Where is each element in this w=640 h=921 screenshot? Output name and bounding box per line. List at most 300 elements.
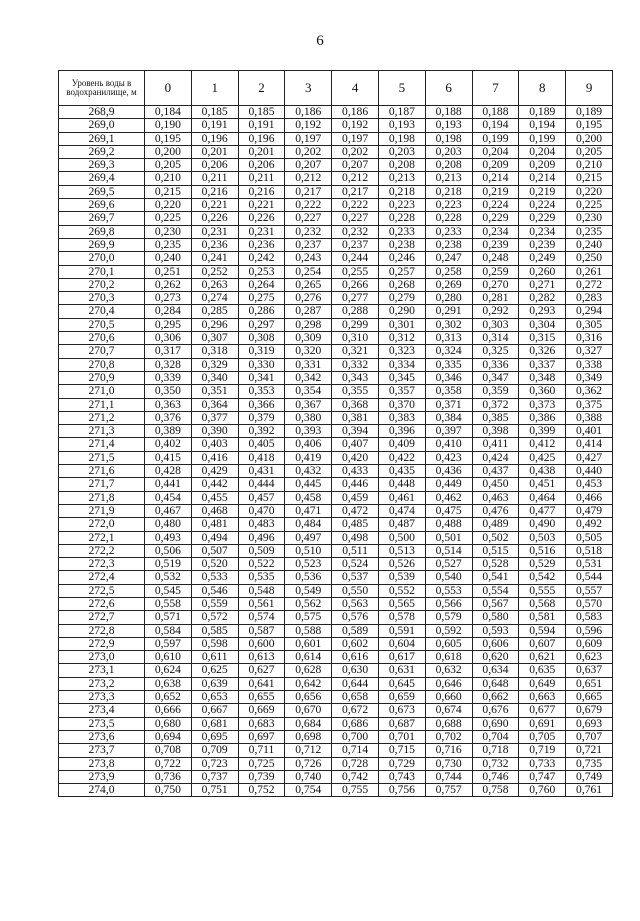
value-cell: 0,445 bbox=[285, 478, 332, 491]
table-header-row bbox=[59, 71, 613, 106]
value-cell: 0,448 bbox=[378, 478, 425, 491]
value-cell: 0,239 bbox=[472, 238, 519, 251]
value-cell: 0,655 bbox=[238, 691, 285, 704]
value-cell: 0,229 bbox=[519, 212, 566, 225]
value-cell: 0,228 bbox=[378, 212, 425, 225]
value-cell: 0,235 bbox=[145, 238, 192, 251]
value-cell: 0,450 bbox=[472, 478, 519, 491]
value-cell: 0,286 bbox=[238, 305, 285, 318]
value-cell: 0,526 bbox=[378, 558, 425, 571]
table-row bbox=[59, 478, 613, 491]
value-cell: 0,614 bbox=[285, 651, 332, 664]
value-cell: 0,212 bbox=[332, 172, 379, 185]
value-cell: 0,428 bbox=[145, 465, 192, 478]
value-cell: 0,216 bbox=[191, 185, 238, 198]
value-cell: 0,627 bbox=[238, 664, 285, 677]
value-cell: 0,648 bbox=[472, 677, 519, 690]
value-cell: 0,470 bbox=[238, 504, 285, 517]
value-cell: 0,214 bbox=[472, 172, 519, 185]
value-cell: 0,600 bbox=[238, 637, 285, 650]
level-cell: 272,2 bbox=[59, 544, 145, 557]
value-cell: 0,679 bbox=[566, 704, 613, 717]
value-cell: 0,620 bbox=[472, 651, 519, 664]
value-cell: 0,298 bbox=[285, 318, 332, 331]
value-cell: 0,733 bbox=[519, 757, 566, 770]
value-cell: 0,701 bbox=[378, 730, 425, 743]
value-cell: 0,496 bbox=[238, 531, 285, 544]
level-cell: 272,7 bbox=[59, 611, 145, 624]
digit-column-header: 0 bbox=[145, 71, 192, 106]
value-cell: 0,216 bbox=[238, 185, 285, 198]
level-cell: 270,0 bbox=[59, 252, 145, 265]
value-cell: 0,635 bbox=[519, 664, 566, 677]
value-cell: 0,388 bbox=[566, 411, 613, 424]
value-cell: 0,474 bbox=[378, 504, 425, 517]
value-cell: 0,471 bbox=[285, 504, 332, 517]
value-cell: 0,199 bbox=[519, 132, 566, 145]
value-cell: 0,231 bbox=[238, 225, 285, 238]
value-cell: 0,459 bbox=[332, 491, 379, 504]
value-cell: 0,410 bbox=[425, 438, 472, 451]
value-cell: 0,348 bbox=[519, 371, 566, 384]
digit-column-header: 8 bbox=[519, 71, 566, 106]
value-cell: 0,263 bbox=[191, 278, 238, 291]
value-cell: 0,324 bbox=[425, 345, 472, 358]
value-cell: 0,330 bbox=[238, 358, 285, 371]
table-row bbox=[59, 145, 613, 158]
value-cell: 0,441 bbox=[145, 478, 192, 491]
level-cell: 271,3 bbox=[59, 425, 145, 438]
value-cell: 0,576 bbox=[332, 611, 379, 624]
level-cell: 272,6 bbox=[59, 597, 145, 610]
value-cell: 0,621 bbox=[519, 651, 566, 664]
table-row bbox=[59, 624, 613, 637]
value-cell: 0,194 bbox=[519, 119, 566, 132]
value-cell: 0,354 bbox=[285, 385, 332, 398]
value-cell: 0,574 bbox=[238, 611, 285, 624]
level-cell: 272,5 bbox=[59, 584, 145, 597]
value-cell: 0,285 bbox=[191, 305, 238, 318]
table-row bbox=[59, 637, 613, 650]
table-row bbox=[59, 305, 613, 318]
value-cell: 0,363 bbox=[145, 398, 192, 411]
value-cell: 0,602 bbox=[332, 637, 379, 650]
value-cell: 0,588 bbox=[285, 624, 332, 637]
value-cell: 0,259 bbox=[472, 265, 519, 278]
value-cell: 0,320 bbox=[285, 345, 332, 358]
value-cell: 0,506 bbox=[145, 544, 192, 557]
value-cell: 0,315 bbox=[519, 332, 566, 345]
value-cell: 0,760 bbox=[519, 784, 566, 797]
value-cell: 0,412 bbox=[519, 438, 566, 451]
value-cell: 0,566 bbox=[425, 597, 472, 610]
value-cell: 0,522 bbox=[238, 558, 285, 571]
value-cell: 0,750 bbox=[145, 784, 192, 797]
value-cell: 0,542 bbox=[519, 571, 566, 584]
value-cell: 0,217 bbox=[332, 185, 379, 198]
value-cell: 0,358 bbox=[425, 385, 472, 398]
value-cell: 0,249 bbox=[519, 252, 566, 265]
value-cell: 0,312 bbox=[378, 332, 425, 345]
value-cell: 0,742 bbox=[332, 770, 379, 783]
value-cell: 0,467 bbox=[145, 504, 192, 517]
value-cell: 0,744 bbox=[425, 770, 472, 783]
value-cell: 0,415 bbox=[145, 451, 192, 464]
table-row bbox=[59, 238, 613, 251]
value-cell: 0,416 bbox=[191, 451, 238, 464]
value-cell: 0,252 bbox=[191, 265, 238, 278]
table-row bbox=[59, 717, 613, 730]
value-cell: 0,761 bbox=[566, 784, 613, 797]
value-cell: 0,197 bbox=[285, 132, 332, 145]
value-cell: 0,229 bbox=[472, 212, 519, 225]
value-cell: 0,241 bbox=[191, 252, 238, 265]
value-cell: 0,662 bbox=[472, 691, 519, 704]
table-row bbox=[59, 292, 613, 305]
value-cell: 0,527 bbox=[425, 558, 472, 571]
value-cell: 0,233 bbox=[425, 225, 472, 238]
value-cell: 0,674 bbox=[425, 704, 472, 717]
value-cell: 0,230 bbox=[566, 212, 613, 225]
value-cell: 0,464 bbox=[519, 491, 566, 504]
value-cell: 0,715 bbox=[378, 744, 425, 757]
value-cell: 0,193 bbox=[425, 119, 472, 132]
value-cell: 0,264 bbox=[238, 278, 285, 291]
value-cell: 0,498 bbox=[332, 531, 379, 544]
table-row bbox=[59, 318, 613, 331]
table-row bbox=[59, 651, 613, 664]
value-cell: 0,270 bbox=[472, 278, 519, 291]
value-cell: 0,712 bbox=[285, 744, 332, 757]
value-cell: 0,472 bbox=[332, 504, 379, 517]
value-cell: 0,328 bbox=[145, 358, 192, 371]
value-cell: 0,261 bbox=[566, 265, 613, 278]
value-cell: 0,584 bbox=[145, 624, 192, 637]
value-cell: 0,500 bbox=[378, 531, 425, 544]
value-cell: 0,188 bbox=[472, 106, 519, 119]
value-cell: 0,362 bbox=[566, 385, 613, 398]
value-cell: 0,280 bbox=[425, 292, 472, 305]
value-cell: 0,697 bbox=[238, 730, 285, 743]
value-cell: 0,519 bbox=[145, 558, 192, 571]
level-cell: 273,6 bbox=[59, 730, 145, 743]
value-cell: 0,195 bbox=[566, 119, 613, 132]
level-column-header: Уровень воды в водохранилище, м bbox=[59, 71, 145, 106]
value-cell: 0,563 bbox=[332, 597, 379, 610]
value-cell: 0,406 bbox=[285, 438, 332, 451]
value-cell: 0,509 bbox=[238, 544, 285, 557]
value-cell: 0,502 bbox=[472, 531, 519, 544]
table-row bbox=[59, 757, 613, 770]
value-cell: 0,700 bbox=[332, 730, 379, 743]
value-cell: 0,422 bbox=[378, 451, 425, 464]
value-cell: 0,215 bbox=[145, 185, 192, 198]
value-cell: 0,192 bbox=[285, 119, 332, 132]
value-cell: 0,589 bbox=[332, 624, 379, 637]
value-cell: 0,503 bbox=[519, 531, 566, 544]
value-cell: 0,331 bbox=[285, 358, 332, 371]
value-cell: 0,536 bbox=[285, 571, 332, 584]
value-cell: 0,637 bbox=[566, 664, 613, 677]
value-cell: 0,392 bbox=[238, 425, 285, 438]
value-cell: 0,758 bbox=[472, 784, 519, 797]
value-cell: 0,587 bbox=[238, 624, 285, 637]
value-cell: 0,359 bbox=[472, 385, 519, 398]
value-cell: 0,409 bbox=[378, 438, 425, 451]
value-cell: 0,666 bbox=[145, 704, 192, 717]
value-cell: 0,401 bbox=[566, 425, 613, 438]
table-row bbox=[59, 770, 613, 783]
value-cell: 0,332 bbox=[332, 358, 379, 371]
value-cell: 0,749 bbox=[566, 770, 613, 783]
value-cell: 0,327 bbox=[566, 345, 613, 358]
value-cell: 0,394 bbox=[332, 425, 379, 438]
value-cell: 0,581 bbox=[519, 611, 566, 624]
value-cell: 0,541 bbox=[472, 571, 519, 584]
value-cell: 0,217 bbox=[285, 185, 332, 198]
value-cell: 0,513 bbox=[378, 544, 425, 557]
level-cell: 271,8 bbox=[59, 491, 145, 504]
value-cell: 0,384 bbox=[425, 411, 472, 424]
value-cell: 0,228 bbox=[425, 212, 472, 225]
value-cell: 0,477 bbox=[519, 504, 566, 517]
table-row bbox=[59, 597, 613, 610]
value-cell: 0,757 bbox=[425, 784, 472, 797]
value-cell: 0,561 bbox=[238, 597, 285, 610]
value-cell: 0,638 bbox=[145, 677, 192, 690]
table-row bbox=[59, 132, 613, 145]
table-row bbox=[59, 185, 613, 198]
value-cell: 0,202 bbox=[332, 145, 379, 158]
value-cell: 0,402 bbox=[145, 438, 192, 451]
value-cell: 0,399 bbox=[519, 425, 566, 438]
value-cell: 0,224 bbox=[519, 199, 566, 212]
value-cell: 0,288 bbox=[332, 305, 379, 318]
value-cell: 0,226 bbox=[191, 212, 238, 225]
value-cell: 0,239 bbox=[519, 238, 566, 251]
value-cell: 0,480 bbox=[145, 518, 192, 531]
value-cell: 0,516 bbox=[519, 544, 566, 557]
table-row bbox=[59, 159, 613, 172]
table-row bbox=[59, 677, 613, 690]
value-cell: 0,318 bbox=[191, 345, 238, 358]
value-cell: 0,553 bbox=[425, 584, 472, 597]
value-cell: 0,617 bbox=[378, 651, 425, 664]
value-cell: 0,346 bbox=[425, 371, 472, 384]
value-cell: 0,653 bbox=[191, 691, 238, 704]
value-cell: 0,435 bbox=[378, 465, 425, 478]
value-cell: 0,493 bbox=[145, 531, 192, 544]
value-cell: 0,660 bbox=[425, 691, 472, 704]
value-cell: 0,485 bbox=[332, 518, 379, 531]
value-cell: 0,690 bbox=[472, 717, 519, 730]
value-cell: 0,507 bbox=[191, 544, 238, 557]
value-cell: 0,340 bbox=[191, 371, 238, 384]
level-cell: 270,5 bbox=[59, 318, 145, 331]
level-cell: 273,4 bbox=[59, 704, 145, 717]
value-cell: 0,714 bbox=[332, 744, 379, 757]
value-cell: 0,739 bbox=[238, 770, 285, 783]
value-cell: 0,658 bbox=[332, 691, 379, 704]
value-cell: 0,203 bbox=[378, 145, 425, 158]
value-cell: 0,304 bbox=[519, 318, 566, 331]
value-cell: 0,518 bbox=[566, 544, 613, 557]
value-cell: 0,735 bbox=[566, 757, 613, 770]
table-row bbox=[59, 398, 613, 411]
value-cell: 0,307 bbox=[191, 332, 238, 345]
table-row bbox=[59, 558, 613, 571]
value-cell: 0,528 bbox=[472, 558, 519, 571]
level-cell: 269,3 bbox=[59, 159, 145, 172]
value-cell: 0,687 bbox=[378, 717, 425, 730]
table-row bbox=[59, 212, 613, 225]
value-cell: 0,607 bbox=[519, 637, 566, 650]
value-cell: 0,385 bbox=[472, 411, 519, 424]
value-cell: 0,667 bbox=[191, 704, 238, 717]
value-cell: 0,432 bbox=[285, 465, 332, 478]
value-cell: 0,403 bbox=[191, 438, 238, 451]
digit-column-header: 7 bbox=[472, 71, 519, 106]
value-cell: 0,277 bbox=[332, 292, 379, 305]
value-cell: 0,610 bbox=[145, 651, 192, 664]
value-cell: 0,201 bbox=[191, 145, 238, 158]
value-cell: 0,572 bbox=[191, 611, 238, 624]
value-cell: 0,424 bbox=[472, 451, 519, 464]
value-cell: 0,737 bbox=[191, 770, 238, 783]
value-cell: 0,314 bbox=[472, 332, 519, 345]
value-cell: 0,686 bbox=[332, 717, 379, 730]
value-cell: 0,206 bbox=[238, 159, 285, 172]
value-cell: 0,514 bbox=[425, 544, 472, 557]
value-cell: 0,611 bbox=[191, 651, 238, 664]
value-cell: 0,580 bbox=[472, 611, 519, 624]
value-cell: 0,754 bbox=[285, 784, 332, 797]
value-cell: 0,555 bbox=[519, 584, 566, 597]
value-cell: 0,296 bbox=[191, 318, 238, 331]
table-row bbox=[59, 199, 613, 212]
value-cell: 0,487 bbox=[378, 518, 425, 531]
level-cell: 270,9 bbox=[59, 371, 145, 384]
value-cell: 0,189 bbox=[519, 106, 566, 119]
level-cell: 271,9 bbox=[59, 504, 145, 517]
value-cell: 0,751 bbox=[191, 784, 238, 797]
value-cell: 0,199 bbox=[472, 132, 519, 145]
value-cell: 0,728 bbox=[332, 757, 379, 770]
level-cell: 271,2 bbox=[59, 411, 145, 424]
value-cell: 0,616 bbox=[332, 651, 379, 664]
value-cell: 0,632 bbox=[425, 664, 472, 677]
value-cell: 0,721 bbox=[566, 744, 613, 757]
table-row bbox=[59, 504, 613, 517]
value-cell: 0,559 bbox=[191, 597, 238, 610]
value-cell: 0,235 bbox=[566, 225, 613, 238]
value-cell: 0,585 bbox=[191, 624, 238, 637]
value-cell: 0,302 bbox=[425, 318, 472, 331]
value-cell: 0,200 bbox=[145, 145, 192, 158]
value-cell: 0,488 bbox=[425, 518, 472, 531]
value-cell: 0,693 bbox=[566, 717, 613, 730]
value-cell: 0,221 bbox=[238, 199, 285, 212]
value-cell: 0,557 bbox=[566, 584, 613, 597]
value-cell: 0,223 bbox=[378, 199, 425, 212]
value-cell: 0,558 bbox=[145, 597, 192, 610]
water-level-table bbox=[58, 70, 613, 797]
value-cell: 0,381 bbox=[332, 411, 379, 424]
value-cell: 0,598 bbox=[191, 637, 238, 650]
value-cell: 0,319 bbox=[238, 345, 285, 358]
value-cell: 0,691 bbox=[519, 717, 566, 730]
value-cell: 0,317 bbox=[145, 345, 192, 358]
page-number: 6 bbox=[316, 33, 324, 49]
value-cell: 0,306 bbox=[145, 332, 192, 345]
value-cell: 0,309 bbox=[285, 332, 332, 345]
value-cell: 0,645 bbox=[378, 677, 425, 690]
value-cell: 0,248 bbox=[472, 252, 519, 265]
value-cell: 0,593 bbox=[472, 624, 519, 637]
value-cell: 0,670 bbox=[285, 704, 332, 717]
value-cell: 0,357 bbox=[378, 385, 425, 398]
value-cell: 0,223 bbox=[425, 199, 472, 212]
value-cell: 0,208 bbox=[425, 159, 472, 172]
value-cell: 0,683 bbox=[238, 717, 285, 730]
value-cell: 0,444 bbox=[238, 478, 285, 491]
value-cell: 0,722 bbox=[145, 757, 192, 770]
value-cell: 0,449 bbox=[425, 478, 472, 491]
value-cell: 0,442 bbox=[191, 478, 238, 491]
value-cell: 0,335 bbox=[425, 358, 472, 371]
value-cell: 0,429 bbox=[191, 465, 238, 478]
value-cell: 0,725 bbox=[238, 757, 285, 770]
value-cell: 0,568 bbox=[519, 597, 566, 610]
value-cell: 0,225 bbox=[566, 199, 613, 212]
value-cell: 0,371 bbox=[425, 398, 472, 411]
value-cell: 0,247 bbox=[425, 252, 472, 265]
value-cell: 0,234 bbox=[472, 225, 519, 238]
value-cell: 0,185 bbox=[191, 106, 238, 119]
value-cell: 0,702 bbox=[425, 730, 472, 743]
value-cell: 0,704 bbox=[472, 730, 519, 743]
value-cell: 0,272 bbox=[566, 278, 613, 291]
table-row bbox=[59, 531, 613, 544]
value-cell: 0,383 bbox=[378, 411, 425, 424]
value-cell: 0,656 bbox=[285, 691, 332, 704]
table-row bbox=[59, 438, 613, 451]
value-cell: 0,329 bbox=[191, 358, 238, 371]
value-cell: 0,323 bbox=[378, 345, 425, 358]
table-row bbox=[59, 265, 613, 278]
value-cell: 0,743 bbox=[378, 770, 425, 783]
value-cell: 0,405 bbox=[238, 438, 285, 451]
value-cell: 0,386 bbox=[519, 411, 566, 424]
value-cell: 0,204 bbox=[519, 145, 566, 158]
value-cell: 0,520 bbox=[191, 558, 238, 571]
value-cell: 0,191 bbox=[238, 119, 285, 132]
table-row bbox=[59, 119, 613, 132]
level-cell: 271,4 bbox=[59, 438, 145, 451]
value-cell: 0,613 bbox=[238, 651, 285, 664]
value-cell: 0,186 bbox=[332, 106, 379, 119]
value-cell: 0,310 bbox=[332, 332, 379, 345]
value-cell: 0,360 bbox=[519, 385, 566, 398]
value-cell: 0,294 bbox=[566, 305, 613, 318]
value-cell: 0,236 bbox=[238, 238, 285, 251]
value-cell: 0,240 bbox=[145, 252, 192, 265]
value-cell: 0,349 bbox=[566, 371, 613, 384]
value-cell: 0,220 bbox=[566, 185, 613, 198]
value-cell: 0,316 bbox=[566, 332, 613, 345]
value-cell: 0,210 bbox=[566, 159, 613, 172]
value-cell: 0,705 bbox=[519, 730, 566, 743]
